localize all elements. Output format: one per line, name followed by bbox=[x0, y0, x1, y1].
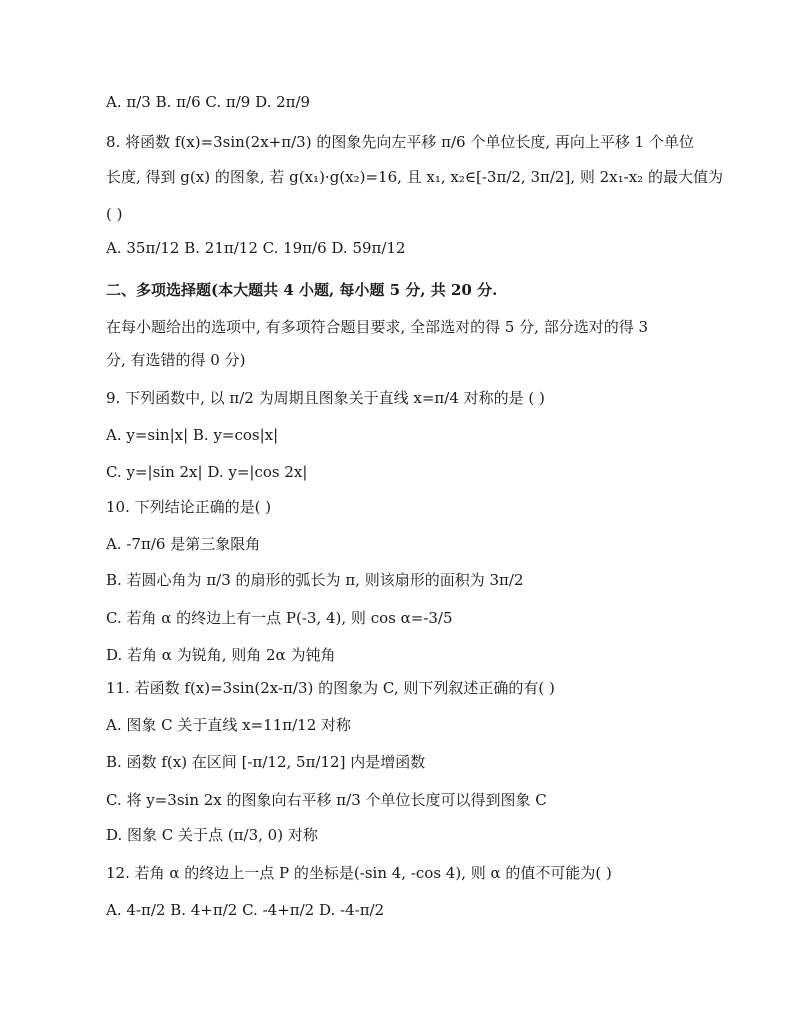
q12-options: A. 4-π/2 B. 4+π/2 C. -4+π/2 D. -4-π/2 bbox=[106, 901, 385, 919]
q10-stem: 10. 下列结论正确的是( ) bbox=[106, 498, 272, 516]
q11-option-c: C. 将 y=3sin 2x 的图象向右平移 π/3 个单位长度可以得到图象 C bbox=[106, 791, 547, 809]
q8-line2: 长度, 得到 g(x) 的图象, 若 g(x₁)·g(x₂)=16, 且 x₁, x₂∈[-3π/2, 3π/2], 则 2x₁-x₂ 的最大值为 bbox=[106, 168, 723, 186]
section-instructions-2: 分, 有选错的得 0 分) bbox=[106, 351, 246, 369]
q11-stem: 11. 若函数 f(x)=3sin(2x-π/3) 的图象为 C, 则下列叙述正确的有( ) bbox=[106, 679, 555, 697]
q9-options-ab: A. y=sin|x| B. y=cos|x| bbox=[106, 426, 279, 444]
q11-option-a: A. 图象 C 关于直线 x=11π/12 对称 bbox=[106, 716, 352, 734]
q9-stem: 9. 下列函数中, 以 π/2 为周期且图象关于直线 x=π/4 对称的是 ( ) bbox=[106, 389, 545, 407]
q10-option-a: A. -7π/6 是第三象限角 bbox=[106, 535, 261, 553]
q8-line3: ( ) bbox=[106, 205, 123, 223]
q8-options: A. 35π/12 B. 21π/12 C. 19π/6 D. 59π/12 bbox=[106, 239, 406, 257]
q11-option-b: B. 函数 f(x) 在区间 [-π/12, 5π/12] 内是增函数 bbox=[106, 753, 426, 771]
section-instructions-1: 在每小题给出的选项中, 有多项符合题目要求, 全部选对的得 5 分, 部分选对的得 3 bbox=[106, 318, 649, 336]
q10-option-c: C. 若角 α 的终边上有一点 P(-3, 4), 则 cos α=-3/5 bbox=[106, 609, 453, 627]
q8-line1: 8. 将函数 f(x)=3sin(2x+π/3) 的图象先向左平移 π/6 个单位长度, 再向上平移 1 个单位 bbox=[106, 133, 694, 151]
q10-option-d: D. 若角 α 为锐角, 则角 2α 为钝角 bbox=[106, 646, 336, 664]
q9-options-cd: C. y=|sin 2x| D. y=|cos 2x| bbox=[106, 463, 308, 481]
q7-options: A. π/3 B. π/6 C. π/9 D. 2π/9 bbox=[106, 93, 311, 111]
q11-option-d: D. 图象 C 关于点 (π/3, 0) 对称 bbox=[106, 826, 318, 844]
q12-stem: 12. 若角 α 的终边上一点 P 的坐标是(-sin 4, -cos 4), 则 α 的值不可能为( ) bbox=[106, 864, 612, 882]
section-heading: 二、多项选择题(本大题共 4 小题, 每小题 5 分, 共 20 分. bbox=[106, 281, 498, 299]
q10-option-b: B. 若圆心角为 π/3 的扇形的弧长为 π, 则该扇形的面积为 3π/2 bbox=[106, 571, 524, 589]
